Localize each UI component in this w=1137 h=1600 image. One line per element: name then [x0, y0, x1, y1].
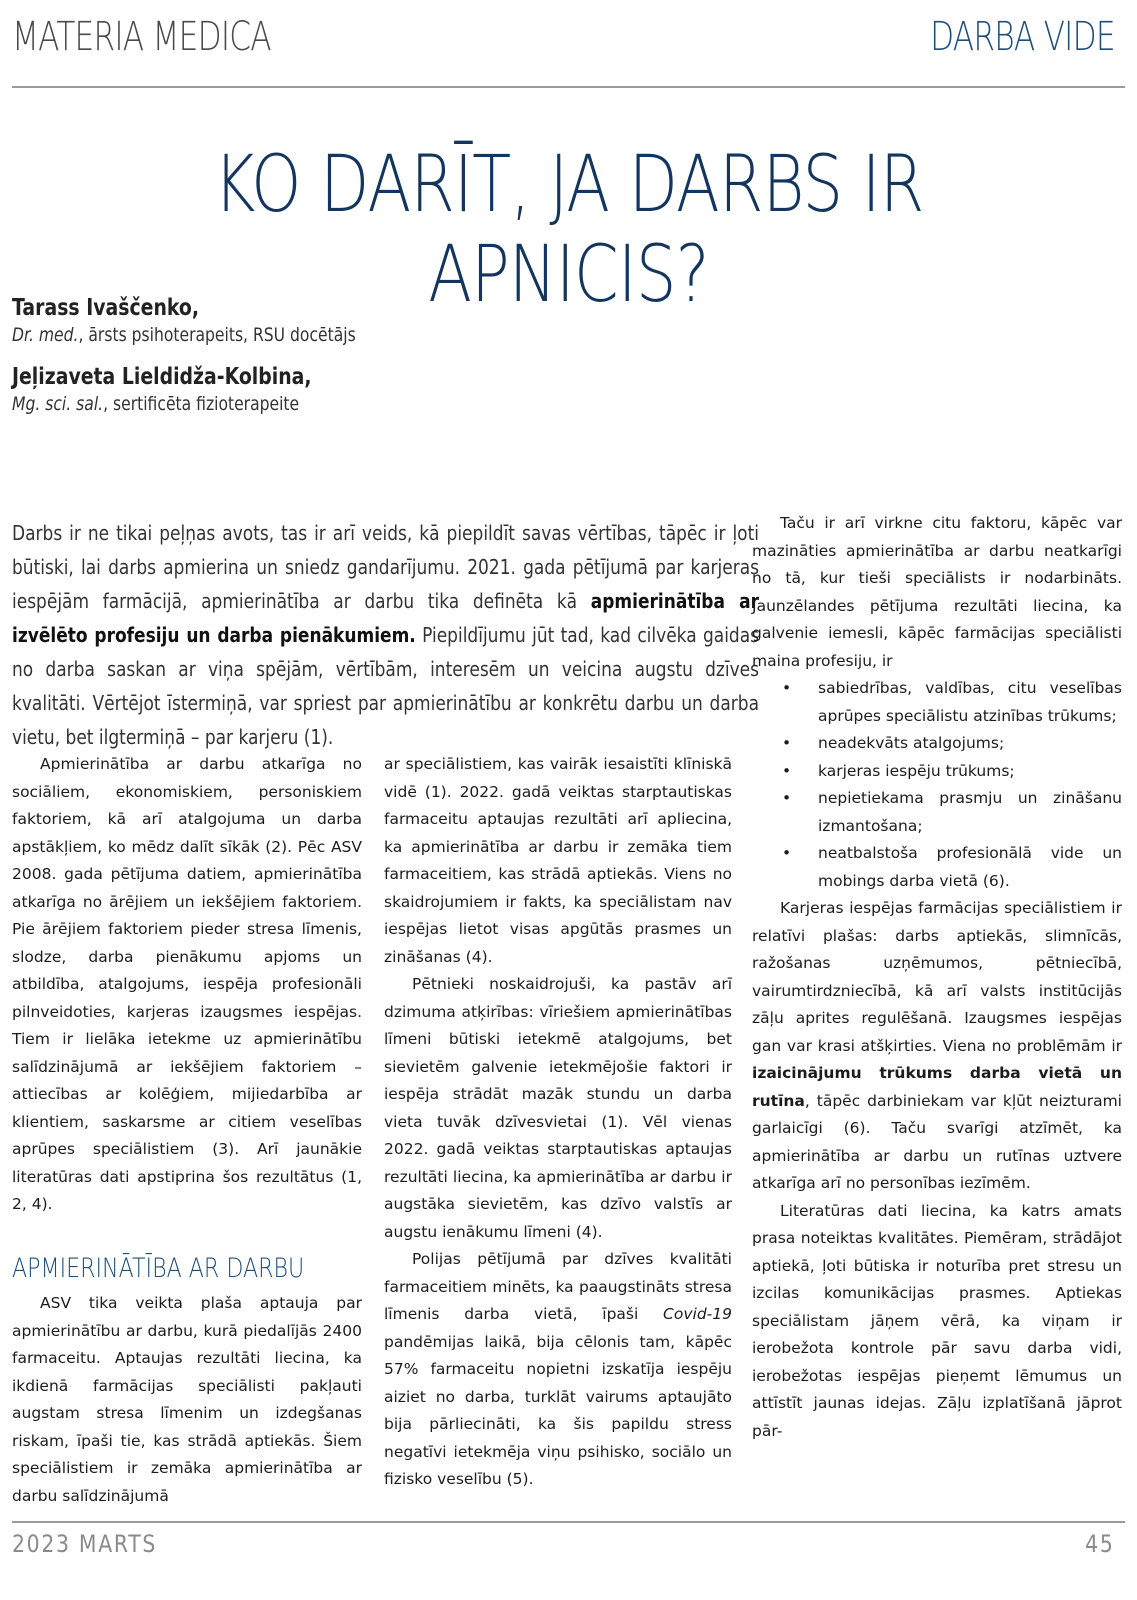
author-credentials: Mg. sci. sal., sertificēta fizioterapeite: [12, 393, 300, 415]
paragraph: ar speciālistiem, kas vairāk iesaistīti klīniskā vidē (1). 2022. gadā veiktas starptautiskas farmaceitu aptaujas rezultāti arī apliecina, ka apmierinātība ar darbu ir zemāka tiem farmaceitiem, kas strādā aptiekās. Viens no skaidrojumiem ir fakts, ka speciālistam nav iespējas lietot visas apgūtās prasmes un zināšanas (4).: [384, 755, 732, 966]
list-item: • karjeras iespēju trūkums;: [752, 758, 1122, 786]
list-item: • nepietiekama prasmju un zināšanu izmantošana;: [752, 785, 1122, 840]
paragraph: ASV tika veikta plaša aptauja par apmierinātību ar darbu, kurā piedalījās 2400 farmaceitu. Aptaujas rezultāti liecina, ka ikdienā farmācijas speciālisti pakļauti augstam stresa līmenim un izdegšanas riskam, īpaši tie, kas strādā aptiekās. Šiem speciālistiem ir zemāka apmierinātība ar darbu salīdzinājumā: [12, 1294, 362, 1505]
column-3: [752, 510, 1122, 1445]
column-1: [12, 751, 362, 1510]
author-block: [12, 295, 431, 433]
paragraph: Polijas pētījumā par dzīves kvalitāti farmaceitiem minēts, ka paaugstināts stresa līmenis darba vietā, īpaši Covid-19 pandēmijas laikā, bija cēlonis tam, kāpēc 57% farmaceitu nopietni izskatīja iespēju aiziet no darba, turklāt vairums aptaujāto bija pārliecināti, ka šis papildu stress negatīvi ietekmēja viņu psihisko, sociālo un fizisko veselību (5).: [384, 1250, 732, 1488]
author-name: Tarass Ivaščenko,: [12, 295, 200, 321]
paragraph: Pētnieki noskaidrojuši, ka pastāv arī dzimuma atķirības: vīriešiem apmierinātības līmeni būtiski ietekmē atalgojums, bet sievietēm galvenie ietekmējošie faktori ir iespēja strādāt mazāk stundu un darba vieta tuvāk dzīvesvietai (1). Vēl vienas 2022. gadā veiktas starptautiskas aptaujas rezultāti liecina, ka apmierinātība ar darbu ir augstāka sievietēm, kas dzīvo valstīs ar augstu ienākumu līmeni (4).: [384, 975, 732, 1241]
footer-divider: [12, 1521, 1125, 1523]
issue-label: 2023 MARTS: [12, 1530, 158, 1558]
paragraph: Taču ir arī virkne citu faktoru, kāpēc var mazināties apmierinātība ar darbu neatkarīgi no tā, kur tieši speciālists ir nodarbināts. Jaunzēlandes pētījuma rezultāti liecina, ka galvenie iemesli, kāpēc farmācijas speciālisti maina profesiju, ir: [752, 514, 1122, 670]
lead-paragraph: Darbs ir ne tikai peļņas avots, tas ir arī veids, kā piepildīt savas vērtības, tāpēc ir ļoti būtiski, lai darbs apmierina un sniedz gandarījumu. 2021. gada pētījumā par karjeras iespējām farmācijā, apmierinātība ar darbu tika definēta kā apmierinātība ar izvēlēto profesiju un darba pienākumiem. Piepildījumu jūt tad, kad cilvēka gaidas no darba saskan ar viņa spējām, vērtībām, interesēm un veicina augstu dzīves kvalitāti. Vērtējot īstermiņā, var spriest par apmierinātību ar konkrētu darbu un darba vietu, bet ilgtermiņā – par karjeru (1).: [12, 521, 760, 749]
paragraph: Karjeras iespējas farmācijas speciālistiem ir relatīvi plašas: darbs aptiekās, slimnīcās, ražošanas uzņēmumos, pētniecībā, vairumtirdzniecībā, kā arī valsts institūcijās zāļu aprites regulēšanā. Izaugsmes iespējas gan var krasi atšķirties. Viena no problēmām ir izaicinājumu trūkums darba vietā un rutīna, tāpēc darbiniekam var kļūt neizturami garlaicīgi (6). Taču svarīgi atzīmēt, ka apmierinātība ar darbu un rutīnas uztvere atkarīga arī no personības iezīmēm.: [752, 899, 1122, 1192]
author-name: Jeļizaveta Lieldidža-Kolbina,: [12, 364, 312, 390]
article-title: KO DARĪT, JA DARBS IR APNICIS?: [213, 140, 924, 320]
paragraph: Apmierinātība ar darbu atkarīga no sociāliem, ekonomiskiem, personiskiem faktoriem, kā arī atalgojuma un darba apstākļiem, ko mēdz dalīt sīkāk (2). Pēc ASV 2008. gada pētījuma datiem, apmierinātība atkarīga no ārējiem un iekšējiem faktoriem. Pie ārējiem faktoriem pieder stresa līmenis, slodze, darba pienākumu apjoms un atbildība, atalgojums, iespēja profesionāli pilnveidoties, karjeras izaugsmes iespējas. Tiem ir lielāka ietekme uz apmierinātību salīdzinājumā ar iekšējiem faktoriem – attiecības ar kolēģiem, mijiedarbība ar klientiem, saskarsme ar citiem veselības aprūpes speciālistiem (3). Arī jaunākie literatūras dati apstiprina šos rezultātus (1, 2, 4).: [12, 755, 362, 1213]
paragraph: Literatūras dati liecina, ka katrs amats prasa noteiktas kvalitātes. Piemēram, strādājot aptiekā, ļoti būtiska ir noturība pret stresu un izcilas komunikācijas prasmes. Aptiekas speciālistam jāņem vērā, ka viņam ir ierobežota kontrole pār savu darba vidi, ierobežotas iespējas pieņemt lēmumus un attīstīt jaunas idejas. Zāļu izplatīšanā jāprot pār-: [752, 1201, 1122, 1440]
page-number: 45: [1085, 1530, 1115, 1558]
header-divider: [12, 86, 1125, 88]
section-header: MATERIA MEDICA: [12, 14, 271, 60]
author-credentials: Dr. med., ārsts psihoterapeits, RSU docētājs: [12, 324, 356, 346]
column-2: [384, 751, 732, 1494]
section-subheading: APMIERINĀTĪBA AR DARBU: [12, 1252, 305, 1284]
list-item: • sabiedrības, valdības, citu veselības aprūpes speciālistu atzinības trūkums;: [752, 675, 1122, 730]
list-item: • neatbalstoša profesionālā vide un mobings darba vietā (6).: [752, 840, 1122, 895]
bullet-list: [752, 675, 1122, 895]
category-header: DARBA VIDE: [930, 14, 1115, 60]
list-item: • neadekvāts atalgojums;: [752, 730, 1122, 758]
